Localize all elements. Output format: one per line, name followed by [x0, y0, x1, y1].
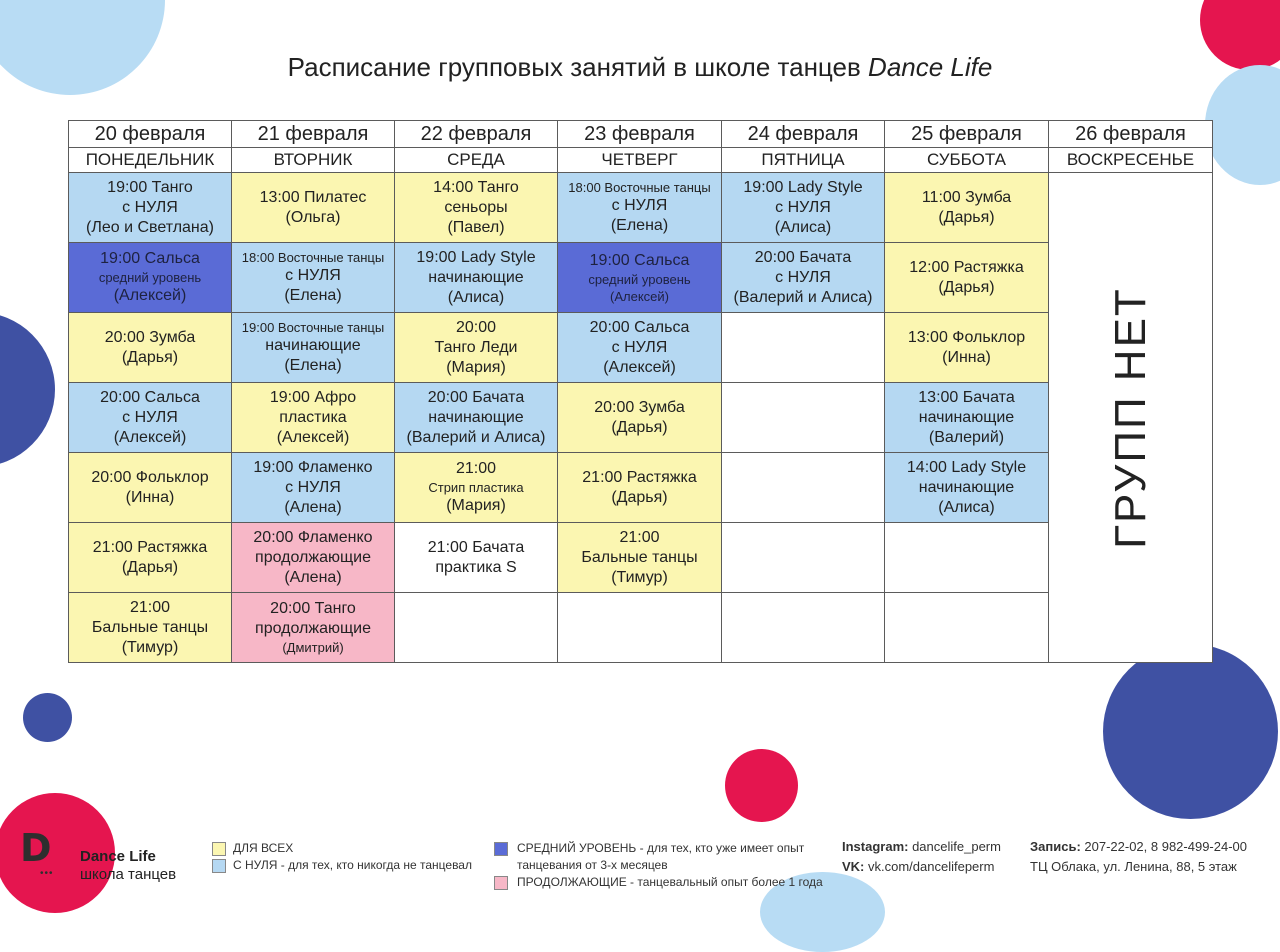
class-line: 20:00 Зумба — [594, 398, 685, 416]
class-cell — [885, 173, 1049, 243]
logo-text — [80, 848, 176, 884]
class-line: (Дарья) — [938, 278, 995, 296]
class-line: 13:00 Пилатес — [259, 188, 367, 206]
vk-label: VK: — [842, 859, 865, 874]
class-line: 21:00 — [455, 460, 497, 477]
class-line: (Дарья) — [611, 488, 668, 506]
class-line: практика S — [435, 558, 517, 576]
class-line: с НУЛЯ — [775, 268, 831, 286]
decor-circle-navy-left — [0, 312, 55, 467]
class-cell — [885, 383, 1049, 453]
class-line: начинающие — [918, 478, 1015, 496]
class-cell — [558, 313, 722, 383]
signup-phones: 207-22-02, 8 982-499-24-00 — [1080, 839, 1248, 854]
title-brand: Dance Life — [868, 52, 993, 82]
class-line: (Дарья) — [121, 348, 179, 366]
class-line: 18:00 Восточные танцы — [568, 180, 711, 195]
class-cell — [722, 243, 885, 313]
empty-cell — [722, 313, 885, 383]
class-line: Танго Леди — [434, 338, 518, 356]
dates-row — [69, 121, 1213, 148]
date-header: 23 февраля — [558, 121, 722, 148]
class-cell — [558, 453, 722, 523]
day-header: ВТОРНИК — [232, 148, 395, 173]
class-cell — [69, 313, 232, 383]
class-line: 19:00 Сальса — [589, 251, 690, 269]
class-line: продолжающие — [255, 548, 371, 566]
class-cell — [558, 523, 722, 593]
class-cell — [69, 383, 232, 453]
class-cell — [232, 243, 395, 313]
logo-icon: D — [20, 826, 52, 870]
class-line: 20:00 Сальса — [589, 318, 690, 336]
days-row — [69, 148, 1213, 173]
class-line: 19:00 Сальса — [100, 250, 200, 267]
schedule-row — [69, 173, 1213, 243]
class-cell — [69, 173, 232, 243]
schedule-row — [69, 453, 1213, 523]
class-line: 20:00 Сальса — [100, 388, 200, 406]
day-header: СРЕДА — [395, 148, 558, 173]
class-line: с НУЛЯ — [122, 198, 178, 216]
class-line: пластика — [279, 408, 347, 426]
contact-signup — [1030, 837, 1247, 857]
logo-name: Dance Life — [80, 848, 156, 865]
signup-label: Запись: — [1030, 839, 1081, 854]
class-line: 12:00 Растяжка — [909, 258, 1024, 276]
logo-dots: ••• — [40, 868, 54, 879]
class-cell — [558, 383, 722, 453]
class-cell — [232, 173, 395, 243]
class-line: начинающие — [428, 408, 524, 426]
legend-swatch-all — [212, 842, 226, 856]
class-line: (Валерий) — [928, 428, 1005, 446]
no-groups-text: ГРУПП НЕТ — [1105, 286, 1155, 549]
class-line: (Павел) — [447, 218, 505, 236]
schedule-row — [69, 523, 1213, 593]
class-line: (Алиса) — [938, 498, 995, 516]
class-line: (Инна) — [942, 348, 991, 366]
class-line: 20:00 Танго — [270, 600, 356, 617]
date-header: 26 февраля — [1049, 121, 1213, 148]
date-header: 22 февраля — [395, 121, 558, 148]
class-line: с НУЛЯ — [611, 197, 668, 214]
class-line: (Тимур) — [121, 638, 179, 656]
class-line: сеньоры — [444, 198, 508, 216]
class-line: 18:00 Восточные танцы — [241, 250, 385, 265]
class-cell — [232, 453, 395, 523]
legend-middle-line1: СРЕДНИЙ УРОВЕНЬ - для тех, кто уже имеет опыт — [517, 841, 805, 855]
class-line: (Алексей) — [113, 287, 187, 304]
class-cell — [395, 523, 558, 593]
class-line: Бальные танцы — [91, 618, 209, 636]
instagram-link[interactable]: dancelife_perm — [908, 839, 1001, 854]
day-header: ВОСКРЕСЕНЬЕ — [1049, 148, 1213, 173]
empty-cell — [885, 523, 1049, 593]
class-cell — [395, 243, 558, 313]
class-line: (Алена) — [284, 568, 342, 586]
legend-all: ДЛЯ ВСЕХ — [233, 841, 294, 855]
date-header: 24 февраля — [722, 121, 885, 148]
legend-swatch-middle — [494, 842, 508, 856]
page-title — [0, 52, 1280, 83]
date-header: 25 февраля — [885, 121, 1049, 148]
empty-cell — [395, 593, 558, 663]
title-text: Расписание групповых занятий в школе танцев — [287, 52, 869, 82]
class-line: (Елена) — [284, 287, 342, 304]
class-cell — [69, 523, 232, 593]
day-header: ЧЕТВЕРГ — [558, 148, 722, 173]
class-line: Стрип пластика — [428, 480, 524, 495]
schedule-row — [69, 593, 1213, 663]
empty-cell — [722, 593, 885, 663]
class-line: 19:00 Lady Style — [743, 178, 863, 196]
class-line: 20:00 Бачата — [427, 388, 525, 406]
class-line: 14:00 Lady Style — [906, 458, 1027, 476]
class-cell — [232, 593, 395, 663]
class-line: с НУЛЯ — [122, 408, 178, 426]
class-line: (Алексей) — [610, 288, 669, 304]
class-line: средний уровень — [588, 271, 691, 287]
class-line: (Ольга) — [285, 208, 341, 226]
class-line: (Алексей) — [276, 428, 350, 446]
decor-circle-navy-large-right — [1103, 644, 1278, 819]
empty-cell — [722, 453, 885, 523]
decor-circle-light-right — [1205, 65, 1280, 185]
class-line: 11:00 Зумба — [921, 188, 1012, 206]
legend-zero: С НУЛЯ - для тех, кто никогда не танцевал — [233, 858, 472, 872]
class-line: (Мария) — [446, 358, 506, 376]
class-cell — [69, 243, 232, 313]
class-line: (Алексей) — [113, 428, 187, 446]
class-line: 20:00 Фольклор — [91, 468, 209, 486]
empty-cell — [722, 383, 885, 453]
class-cell — [232, 383, 395, 453]
class-line: (Дмитрий) — [282, 640, 344, 655]
class-line: 20:00 Зумба — [104, 328, 196, 346]
class-line: Бальные танцы — [581, 548, 698, 566]
decor-circle-red-middle — [725, 749, 798, 822]
logo-tagline: школа танцев — [80, 866, 177, 883]
class-line: 20:00 Бачата — [754, 248, 852, 266]
day-header: СУББОТА — [885, 148, 1049, 173]
date-header: 20 февраля — [69, 121, 232, 148]
class-cell — [232, 313, 395, 383]
class-line: с НУЛЯ — [285, 267, 341, 284]
class-line: 19:00 Фламенко — [253, 458, 373, 476]
class-line: (Дарья) — [611, 418, 668, 436]
legend-swatch-continuing — [494, 876, 508, 890]
vk-link[interactable]: vk.com/dancelifeperm — [864, 859, 995, 874]
class-line: 19:00 Танго — [107, 178, 193, 196]
class-line: продолжающие — [255, 620, 371, 637]
class-line: 13:00 Фольклор — [907, 328, 1026, 346]
class-line: (Дарья) — [938, 208, 995, 226]
class-line: (Алена) — [284, 498, 342, 516]
class-cell — [558, 243, 722, 313]
class-line: 20:00 — [455, 318, 497, 336]
day-header: ПЯТНИЦА — [722, 148, 885, 173]
class-line: 21:00 — [129, 598, 171, 616]
schedule-row — [69, 383, 1213, 453]
class-line: (Валерий и Алиса) — [406, 428, 546, 446]
class-line: (Лео и Светлана) — [86, 218, 214, 236]
class-line: начинающие — [918, 408, 1015, 426]
class-line: с НУЛЯ — [285, 478, 341, 496]
class-cell — [885, 313, 1049, 383]
class-line: 19:00 Восточные танцы — [241, 320, 385, 335]
class-line: (Алиса) — [774, 218, 832, 236]
class-line: 20:00 Фламенко — [253, 528, 373, 546]
class-cell — [69, 593, 232, 663]
class-line: (Дарья) — [121, 558, 179, 576]
class-cell — [395, 453, 558, 523]
class-cell — [69, 453, 232, 523]
class-line: 13:00 Бачата — [918, 388, 1015, 406]
legend-middle-line2: танцевания от 3-х месяцев — [517, 858, 668, 872]
class-cell — [395, 383, 558, 453]
schedule-row — [69, 243, 1213, 313]
class-line: начинающие — [265, 337, 361, 354]
schedule-row — [69, 313, 1213, 383]
legend-swatch-zero — [212, 859, 226, 873]
class-line: 21:00 — [619, 528, 660, 546]
date-header: 21 февраля — [232, 121, 395, 148]
class-line: 19:00 Афро — [269, 388, 357, 406]
no-groups-cell — [1049, 173, 1213, 663]
class-line: (Елена) — [610, 217, 669, 234]
schedule-table — [68, 120, 1213, 663]
class-line: 21:00 Бачата — [427, 538, 525, 556]
class-line: 19:00 Lady Style — [416, 248, 536, 266]
empty-cell — [558, 593, 722, 663]
class-line: 21:00 Растяжка — [582, 468, 697, 486]
class-line: (Алексей) — [603, 358, 676, 376]
class-line: 14:00 Танго — [433, 178, 519, 196]
empty-cell — [722, 523, 885, 593]
class-line: средний уровень — [98, 270, 202, 285]
legend-continuing: ПРОДОЛЖАЮЩИЕ - танцевальный опыт более 1 года — [517, 875, 823, 889]
class-line: (Алиса) — [447, 288, 505, 306]
day-header: ПОНЕДЕЛЬНИК — [69, 148, 232, 173]
class-line: начинающие — [428, 268, 524, 286]
empty-cell — [885, 593, 1049, 663]
class-line: (Валерий и Алиса) — [733, 288, 873, 306]
class-cell — [395, 173, 558, 243]
instagram-label: Instagram: — [842, 839, 909, 854]
class-line: 21:00 Растяжка — [92, 538, 208, 556]
contact-instagram — [842, 837, 1001, 857]
class-cell — [885, 453, 1049, 523]
class-line: (Тимур) — [611, 568, 668, 586]
class-cell — [558, 173, 722, 243]
class-line: (Мария) — [446, 497, 506, 514]
class-cell — [395, 313, 558, 383]
contact-vk — [842, 857, 994, 877]
class-line: с НУЛЯ — [611, 338, 668, 356]
class-cell — [885, 243, 1049, 313]
contact-address: ТЦ Облака, ул. Ленина, 88, 5 этаж — [1030, 859, 1237, 874]
decor-circle-navy-small-left — [23, 693, 72, 742]
class-line: (Елена) — [284, 357, 342, 374]
class-cell — [722, 173, 885, 243]
class-line: (Инна) — [125, 488, 175, 506]
class-cell — [232, 523, 395, 593]
class-line: с НУЛЯ — [775, 198, 831, 216]
